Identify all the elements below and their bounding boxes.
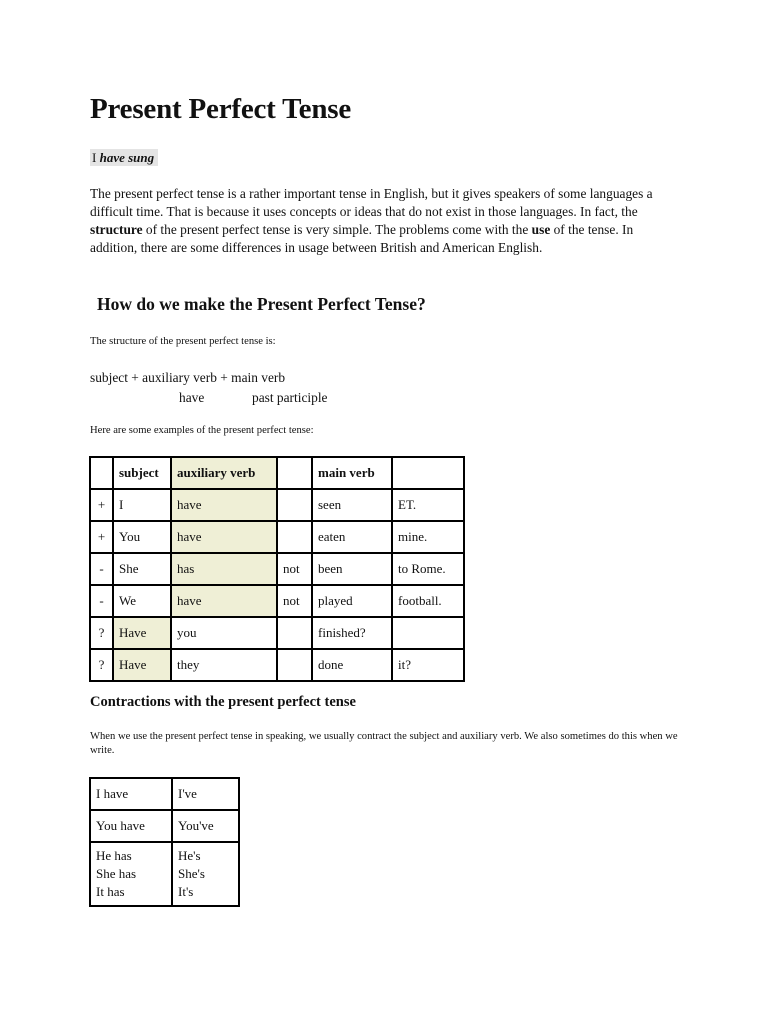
table-header-cell	[90, 457, 113, 489]
table-cell: have	[171, 585, 277, 617]
intro-part-3: of the tense. In addition, there are some differences in usage between British and American English.	[90, 222, 634, 255]
contractions-intro: When we use the present perfect tense in speaking, we usually contract the subject and auxiliary verb. We also sometimes do this when we write.	[90, 731, 678, 756]
table-cell: ET.	[392, 489, 464, 521]
table-cell: Have	[113, 617, 171, 649]
table-cell: Have	[113, 649, 171, 681]
how-heading: How do we make the Present Perfect Tense?	[97, 294, 426, 314]
example-phrase	[90, 149, 158, 166]
table-row	[90, 489, 464, 521]
contraction-short: I've	[172, 778, 239, 810]
structure-formula	[90, 368, 327, 408]
formula-line: subject + auxiliary verb + main verb	[90, 370, 286, 385]
formula-subline	[90, 388, 327, 408]
table-cell: done	[312, 649, 392, 681]
table-row	[90, 617, 464, 649]
intro-paragraph	[90, 185, 680, 257]
contraction-short: He's	[178, 848, 201, 863]
table-cell: has	[171, 553, 277, 585]
examples-intro: Here are some examples of the present perfect tense:	[90, 425, 314, 436]
table-cell: to Rome.	[392, 553, 464, 585]
table-header-cell	[392, 457, 464, 489]
table-cell: I	[113, 489, 171, 521]
examples-table	[89, 456, 465, 682]
contraction-short: It's	[178, 884, 194, 899]
formula-main: past participle	[252, 390, 328, 405]
table-cell: been	[312, 553, 392, 585]
table-cell: You	[113, 521, 171, 553]
formula-aux: have	[179, 390, 205, 405]
contractions-table	[89, 777, 240, 907]
table-cell: football.	[392, 585, 464, 617]
contraction-full: She has	[96, 866, 137, 881]
table-cell: She	[113, 553, 171, 585]
table-header-cell: subject	[113, 457, 171, 489]
table-row	[90, 842, 239, 906]
table-cell: not	[277, 585, 312, 617]
structure-intro: The structure of the present perfect tense is:	[90, 336, 276, 347]
table-row	[90, 649, 464, 681]
table-cell: have	[171, 521, 277, 553]
table-cell	[392, 617, 464, 649]
contraction-full: You have	[90, 810, 172, 842]
table-header-cell	[277, 457, 312, 489]
example-subject: I	[92, 150, 97, 165]
table-header-cell: auxiliary verb	[171, 457, 277, 489]
table-header-cell: main verb	[312, 457, 392, 489]
table-cell: they	[171, 649, 277, 681]
table-cell: mine.	[392, 521, 464, 553]
contraction-full: I have	[90, 778, 172, 810]
table-row	[90, 810, 239, 842]
intro-use-word: use	[531, 222, 551, 237]
table-row	[90, 778, 239, 810]
table-cell: you	[171, 617, 277, 649]
contraction-full: It has	[96, 884, 125, 899]
table-cell: -	[90, 585, 113, 617]
table-row	[90, 585, 464, 617]
contraction-short-cell	[172, 842, 239, 906]
table-cell: +	[90, 521, 113, 553]
table-cell: have	[171, 489, 277, 521]
page-title: Present Perfect Tense	[90, 93, 352, 125]
table-cell: played	[312, 585, 392, 617]
intro-part-1: The present perfect tense is a rather important tense in English, but it gives speakers of some languages a difficult time. That is because it uses concepts or ideas that do not exist in those languages. In fact, the	[90, 186, 653, 219]
intro-part-2: of the present perfect tense is very simple. The problems come with the	[142, 222, 532, 237]
table-cell: it?	[392, 649, 464, 681]
contraction-full: He has	[96, 848, 132, 863]
contractions-heading: Contractions with the present perfect tense	[90, 694, 356, 710]
table-row	[90, 521, 464, 553]
table-cell	[277, 649, 312, 681]
table-cell: -	[90, 553, 113, 585]
table-header-row	[90, 457, 464, 489]
table-cell: We	[113, 585, 171, 617]
table-cell: ?	[90, 649, 113, 681]
contraction-short: You've	[172, 810, 239, 842]
contraction-short: She's	[178, 866, 205, 881]
table-cell: seen	[312, 489, 392, 521]
intro-structure-word: structure	[90, 222, 143, 237]
table-cell	[277, 521, 312, 553]
table-cell: ?	[90, 617, 113, 649]
table-row	[90, 553, 464, 585]
table-cell: not	[277, 553, 312, 585]
table-cell: +	[90, 489, 113, 521]
table-cell	[277, 617, 312, 649]
table-cell: finished?	[312, 617, 392, 649]
table-cell: eaten	[312, 521, 392, 553]
contraction-full-cell	[90, 842, 172, 906]
table-cell	[277, 489, 312, 521]
example-verb: have sung	[99, 150, 155, 165]
